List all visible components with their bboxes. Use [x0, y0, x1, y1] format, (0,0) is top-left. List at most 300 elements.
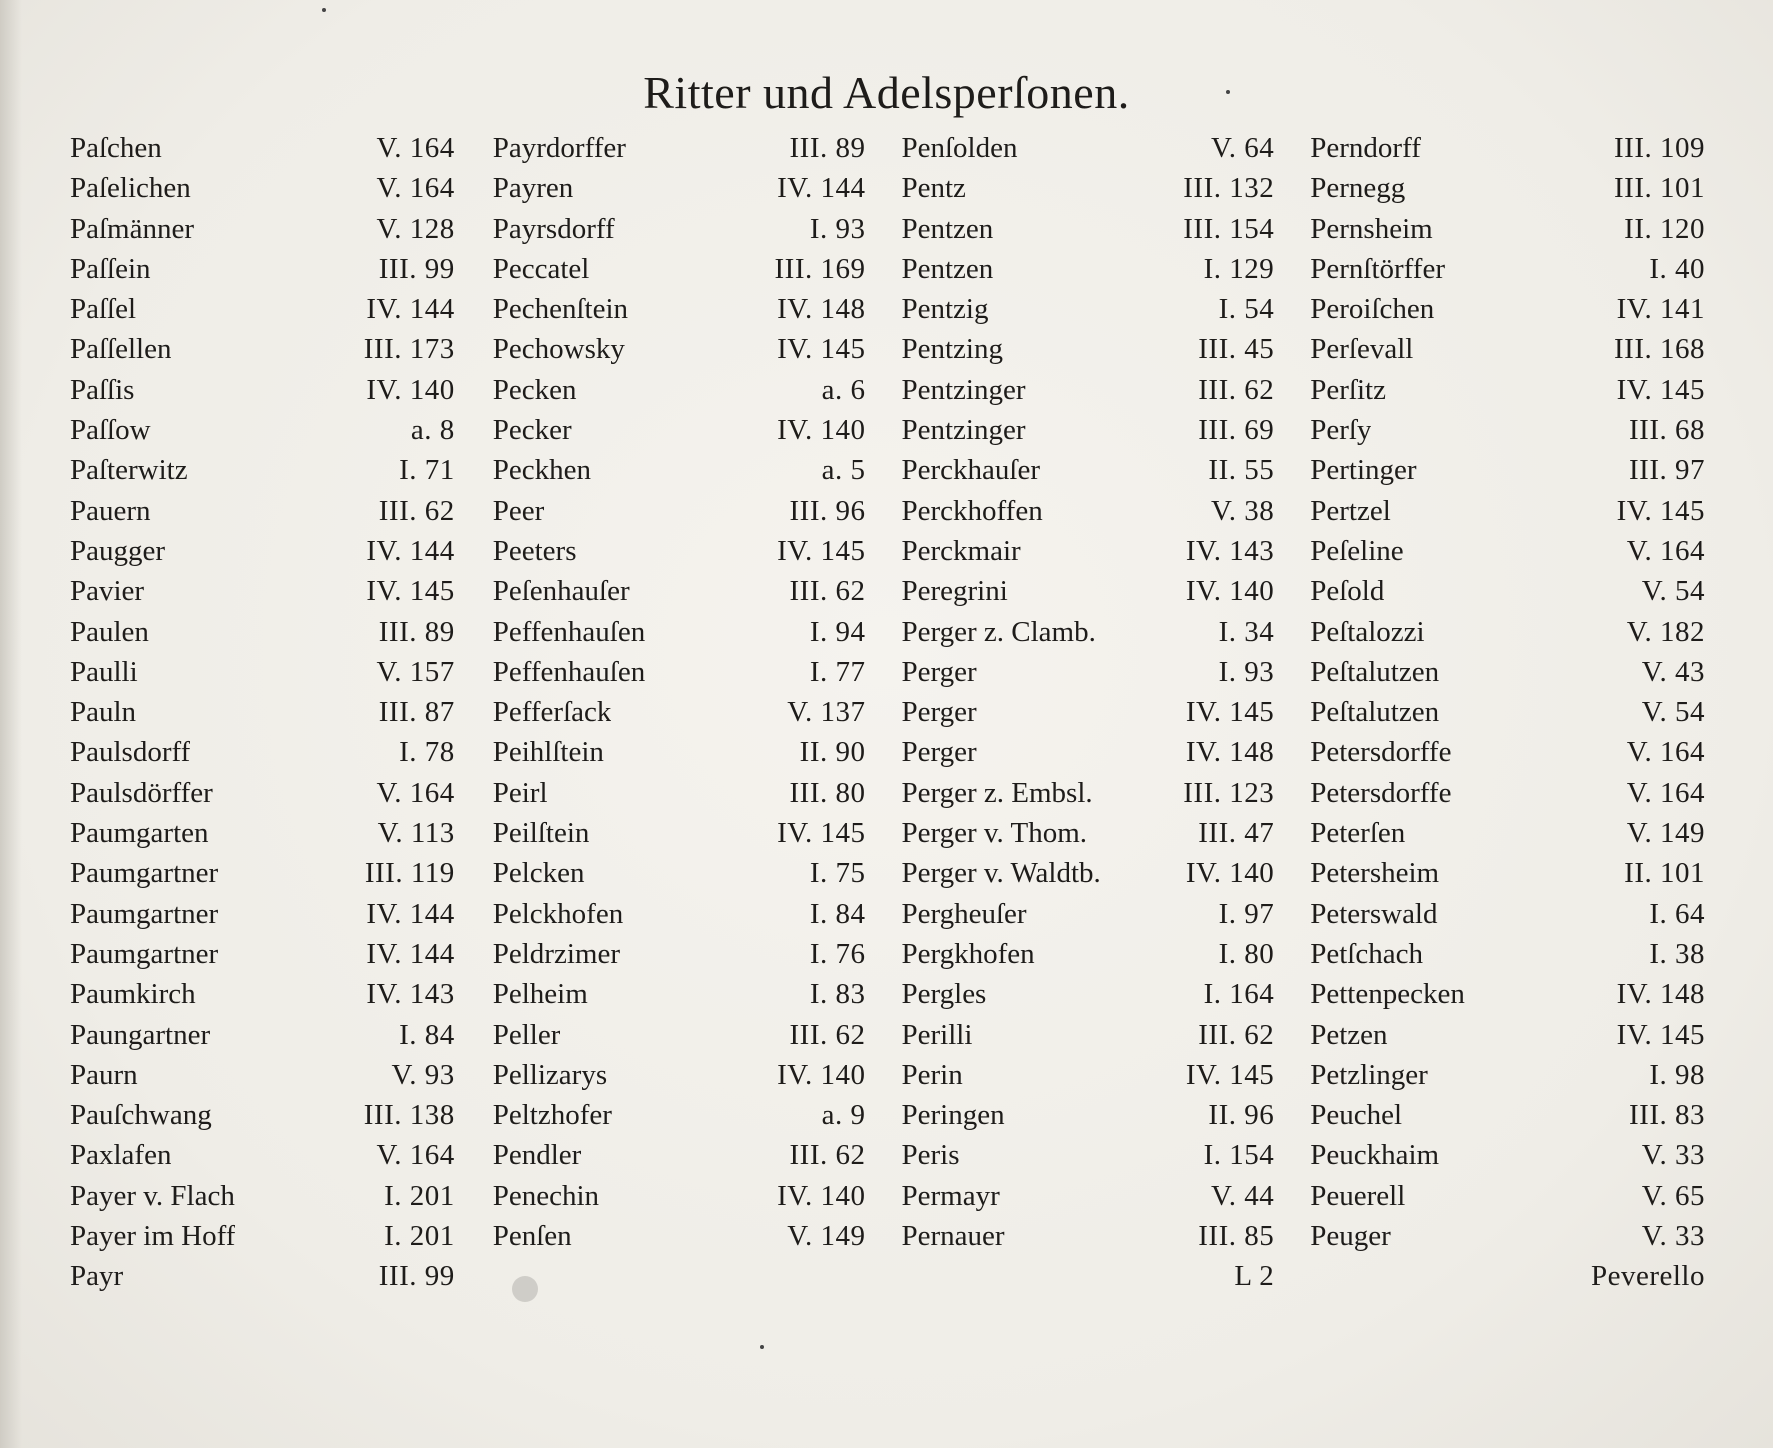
entry-name: Pernſtörffer — [1310, 252, 1445, 285]
index-entry — [493, 209, 866, 249]
index-entry — [70, 1055, 455, 1095]
entry-reference: I. 54 — [1218, 293, 1275, 326]
index-entry — [1310, 1256, 1705, 1296]
entry-name: Peringen — [901, 1099, 1005, 1132]
entry-reference: I. 97 — [1218, 897, 1275, 930]
index-entry — [1310, 209, 1705, 249]
entry-name: Pelheim — [492, 978, 588, 1011]
entry-name: Paxlafen — [70, 1139, 172, 1172]
index-entry — [1310, 894, 1705, 934]
index-entry — [902, 773, 1275, 813]
entry-reference: V. 44 — [1211, 1179, 1275, 1212]
index-entry — [902, 209, 1275, 249]
entry-name: Payrsdorff — [492, 212, 615, 245]
index-entry — [902, 732, 1275, 772]
entry-reference: IV. 144 — [366, 534, 455, 567]
index-entry — [70, 1015, 455, 1055]
index-entry — [902, 571, 1275, 611]
index-entry — [493, 531, 866, 571]
entry-reference: III. 99 — [378, 1260, 455, 1293]
entry-name: Perckhauſer — [901, 454, 1040, 487]
index-entry — [1310, 1176, 1705, 1216]
entry-reference: I. 98 — [1649, 1058, 1705, 1091]
entry-name: Peſold — [1310, 575, 1385, 608]
entry-reference: a. 5 — [821, 454, 866, 487]
index-entry — [70, 1135, 455, 1175]
index-entry — [902, 1135, 1275, 1175]
entry-name: Peffenhauſen — [492, 615, 646, 648]
index-entry — [902, 1176, 1275, 1216]
index-entry — [493, 853, 866, 893]
entry-reference: III. 47 — [1198, 817, 1275, 850]
entry-name: Paſſein — [70, 252, 151, 285]
entry-reference: V. 33 — [1641, 1139, 1705, 1172]
entry-reference: III. 45 — [1198, 333, 1275, 366]
entry-reference: III. 119 — [364, 857, 455, 890]
entry-reference: IV. 144 — [366, 897, 455, 930]
index-entry — [493, 773, 866, 813]
entry-reference: II. 96 — [1208, 1099, 1275, 1132]
entry-reference: IV. 143 — [366, 978, 455, 1011]
entry-name: Perilli — [901, 1018, 973, 1051]
entry-reference: III. 62 — [1198, 373, 1275, 406]
entry-reference: V. 164 — [1626, 776, 1705, 809]
index-entry — [493, 1216, 866, 1256]
entry-name: Pettenpecken — [1310, 978, 1465, 1011]
entry-name: Pelckhofen — [492, 897, 624, 930]
index-entry — [493, 1176, 866, 1216]
index-entry — [1310, 450, 1705, 490]
entry-reference: I. 84 — [809, 897, 866, 930]
entry-name: Perger z. Clamb. — [901, 615, 1096, 648]
entry-name: Pentzig — [901, 293, 989, 326]
index-entry — [493, 732, 866, 772]
entry-name: Peſtalozzi — [1310, 615, 1425, 648]
index-entry — [1310, 1015, 1705, 1055]
entry-reference: a. 9 — [821, 1099, 866, 1132]
entry-name: Peller — [492, 1018, 561, 1051]
entry-name: Permayr — [901, 1179, 1000, 1212]
entry-reference: IV. 145 — [777, 534, 866, 567]
ink-speck — [1226, 90, 1230, 94]
entry-name: Paungartner — [70, 1018, 211, 1051]
index-entry — [493, 289, 866, 329]
entry-name: Payrdorffer — [492, 132, 626, 164]
index-entry — [1310, 732, 1705, 772]
entry-name: Penſen — [492, 1220, 572, 1253]
entry-name: Peuckhaim — [1310, 1139, 1440, 1172]
entry-name: Peffenhauſen — [492, 655, 646, 688]
index-column — [70, 128, 479, 1297]
entry-name: Pecken — [492, 373, 577, 406]
entry-name: Pertzel — [1310, 494, 1391, 527]
entry-name: Peuger — [1310, 1220, 1391, 1253]
index-entry — [902, 853, 1275, 893]
ink-speck — [322, 8, 326, 12]
index-entry — [1310, 1055, 1705, 1095]
index-entry — [902, 410, 1275, 450]
entry-name: Pergheuſer — [901, 897, 1027, 930]
index-entry — [902, 249, 1275, 289]
entry-reference: IV. 140 — [777, 414, 866, 447]
entry-reference: I. 94 — [809, 615, 866, 648]
index-entry — [902, 813, 1275, 853]
entry-name: Perger v. Waldtb. — [901, 857, 1101, 890]
entry-name: Paugger — [70, 534, 166, 567]
entry-reference: IV. 143 — [1185, 534, 1275, 567]
entry-reference: III. 138 — [363, 1099, 455, 1132]
entry-name: Peckhen — [492, 454, 591, 487]
entry-reference: II. 101 — [1624, 857, 1705, 890]
index-entry — [70, 209, 455, 249]
entry-name: Perſy — [1310, 414, 1372, 447]
entry-reference: Peverello — [1590, 1260, 1705, 1293]
index-entry — [493, 1015, 866, 1055]
index-entry — [902, 168, 1275, 208]
entry-name: Paulsdorff — [70, 736, 191, 769]
entry-reference: III. 62 — [378, 494, 455, 527]
entry-reference: IV. 145 — [777, 333, 866, 366]
entry-reference: I. 201 — [384, 1220, 455, 1253]
entry-name: Pauſchwang — [70, 1099, 212, 1132]
entry-name: Paſmänner — [70, 212, 195, 245]
entry-name: Pentzinger — [901, 414, 1026, 447]
entry-reference: IV. 145 — [366, 575, 455, 608]
entry-reference: I. 40 — [1649, 252, 1705, 285]
index-entry — [902, 974, 1275, 1014]
entry-reference: III. 96 — [789, 494, 866, 527]
entry-reference: V. 164 — [376, 172, 455, 205]
entry-reference: I. 164 — [1203, 978, 1275, 1011]
index-entry — [1310, 168, 1705, 208]
entry-name: Pertinger — [1310, 454, 1417, 487]
entry-name: Paumgartner — [70, 857, 219, 890]
entry-reference: IV. 140 — [777, 1058, 866, 1091]
entry-reference: a. 6 — [821, 373, 866, 406]
entry-reference: III. 68 — [1629, 414, 1705, 447]
entry-reference: IV. 145 — [1185, 1058, 1275, 1091]
entry-reference: III. 99 — [378, 252, 455, 285]
index-entry — [902, 934, 1275, 974]
index-entry — [493, 128, 866, 168]
entry-reference: I. 64 — [1649, 897, 1705, 930]
index-entry — [902, 1055, 1275, 1095]
entry-name: Pentzing — [901, 333, 1003, 366]
index-entry — [902, 289, 1275, 329]
entry-reference: III. 169 — [774, 252, 866, 285]
entry-reference: I. 77 — [809, 655, 866, 688]
entry-reference: III. 132 — [1183, 172, 1275, 205]
entry-reference: V. 164 — [1626, 736, 1705, 769]
entry-name: Pefferſack — [492, 696, 612, 729]
index-entry — [70, 1095, 455, 1135]
entry-reference: I. 80 — [1218, 937, 1275, 970]
entry-reference: V. 54 — [1641, 696, 1705, 729]
entry-name: Pernegg — [1310, 172, 1406, 205]
entry-reference: III. 62 — [789, 575, 866, 608]
entry-reference: I. 76 — [809, 937, 866, 970]
entry-reference: III. 123 — [1183, 776, 1275, 809]
index-entry — [70, 410, 455, 450]
entry-reference: I. 93 — [809, 212, 866, 245]
entry-name: Perger — [901, 655, 977, 688]
binding-shadow — [0, 0, 22, 1448]
index-entry — [493, 571, 866, 611]
index-entry — [1310, 531, 1705, 571]
entry-name: Peterſen — [1310, 817, 1406, 850]
entry-name: Peuchel — [1310, 1099, 1403, 1132]
entry-name: Payer v. Flach — [70, 1179, 235, 1212]
entry-name: Perckhoffen — [901, 494, 1043, 527]
index-entry — [1310, 289, 1705, 329]
entry-name: Paſſellen — [70, 333, 172, 366]
entry-name: Peſtalutzen — [1310, 696, 1440, 729]
entry-reference: V. 164 — [1626, 534, 1705, 567]
entry-name: Pernsheim — [1310, 212, 1433, 245]
entry-reference: III. 62 — [1198, 1018, 1275, 1051]
index-entry — [70, 370, 455, 410]
entry-name: Pecker — [492, 414, 572, 447]
entry-reference: IV. 144 — [366, 293, 455, 326]
index-entry — [902, 128, 1275, 168]
index-entry — [493, 934, 866, 974]
index-entry — [493, 370, 866, 410]
entry-name: Paurn — [70, 1058, 138, 1091]
entry-reference: III. 168 — [1614, 333, 1705, 366]
entry-name: Perger — [901, 696, 977, 729]
index-entry — [902, 1216, 1275, 1256]
index-entry — [70, 894, 455, 934]
entry-reference: V. 149 — [1626, 817, 1705, 850]
entry-reference: V. 65 — [1641, 1179, 1705, 1212]
entry-reference: III. 83 — [1629, 1099, 1705, 1132]
index-entry — [902, 491, 1275, 531]
index-entry — [70, 1216, 455, 1256]
index-entry — [1310, 329, 1705, 369]
entry-reference: IV. 140 — [777, 1179, 866, 1212]
entry-reference: V. 164 — [376, 1139, 455, 1172]
entry-reference: V. 164 — [376, 776, 455, 809]
entry-reference: I. 84 — [399, 1018, 455, 1051]
entry-reference: III. 62 — [789, 1018, 866, 1051]
entry-name: Paſchen — [70, 132, 162, 164]
entry-name: Perger z. Embsl. — [901, 776, 1093, 809]
entry-name: Petſchach — [1310, 937, 1423, 970]
entry-name: Peſeline — [1310, 534, 1404, 567]
entry-reference: III. 85 — [1198, 1220, 1275, 1253]
entry-name: Paſſow — [70, 414, 151, 447]
entry-reference: I. 38 — [1649, 937, 1705, 970]
entry-name: Pauern — [70, 494, 151, 527]
index-entry — [70, 692, 455, 732]
index-entry — [70, 168, 455, 208]
entry-name: Petzlinger — [1310, 1058, 1428, 1091]
index-entry — [70, 652, 455, 692]
entry-name: Pavier — [70, 575, 145, 608]
entry-name: Paumkirch — [70, 978, 196, 1011]
entry-name: Peterswald — [1310, 897, 1438, 930]
entry-name: Paſſel — [70, 293, 137, 326]
page-title: Ritter und Adelsperſonen. — [643, 67, 1130, 118]
entry-reference: III. 80 — [789, 776, 866, 809]
entry-name: Pechowsky — [492, 333, 625, 366]
entry-name: Penſolden — [901, 132, 1018, 164]
index-entry — [1310, 370, 1705, 410]
entry-reference: L 2 — [1234, 1260, 1275, 1293]
entry-name: Perſitz — [1310, 373, 1386, 406]
entry-reference: V. 164 — [376, 132, 455, 164]
entry-reference: IV. 148 — [1185, 736, 1275, 769]
entry-name: Pentzinger — [901, 373, 1026, 406]
entry-reference: II. 120 — [1624, 212, 1705, 245]
entry-name: Pernauer — [901, 1220, 1005, 1253]
entry-reference: IV. 144 — [366, 937, 455, 970]
entry-name: Peldrzimer — [492, 937, 620, 970]
entry-reference: III. 89 — [378, 615, 455, 648]
entry-name: Petersheim — [1310, 857, 1440, 890]
index-entry — [1310, 934, 1705, 974]
index-entry — [493, 168, 866, 208]
entry-reference: IV. 145 — [777, 817, 866, 850]
ink-speck — [760, 1345, 764, 1349]
index-entry — [1310, 128, 1705, 168]
entry-reference: I. 75 — [809, 857, 866, 890]
index-entry — [493, 612, 866, 652]
entry-reference: IV. 145 — [1185, 696, 1275, 729]
entry-reference: III. 62 — [789, 1139, 866, 1172]
index-entry — [70, 329, 455, 369]
entry-name: Peilſtein — [492, 817, 590, 850]
entry-name: Peccatel — [492, 252, 590, 285]
entry-name: Pentz — [901, 172, 966, 205]
entry-reference: V. 54 — [1641, 575, 1705, 608]
index-entry — [493, 974, 866, 1014]
index-entry — [1310, 813, 1705, 853]
entry-name: Paumgartner — [70, 937, 219, 970]
index-entry — [902, 612, 1275, 652]
entry-reference: IV. 145 — [1616, 1018, 1705, 1051]
entry-name: Paulen — [70, 615, 149, 648]
index-entry — [70, 813, 455, 853]
entry-name: Paumgarten — [70, 817, 209, 850]
index-entry — [70, 289, 455, 329]
entry-reference: III. 154 — [1183, 212, 1275, 245]
entry-reference: I. 83 — [809, 978, 866, 1011]
entry-name: Perger v. Thom. — [901, 817, 1088, 850]
index-entry — [902, 450, 1275, 490]
entry-name: Perger — [901, 736, 977, 769]
entry-reference: IV. 140 — [1185, 857, 1275, 890]
entry-name: Petzen — [1310, 1018, 1388, 1051]
entry-name: Payr — [70, 1260, 124, 1293]
index-column — [888, 128, 1297, 1297]
entry-reference: III. 101 — [1614, 172, 1705, 205]
index-entry — [70, 571, 455, 611]
entry-reference: V. 157 — [376, 655, 455, 688]
index-entry — [1310, 652, 1705, 692]
entry-reference: V. 43 — [1641, 655, 1705, 688]
index-entry — [1310, 773, 1705, 813]
entry-name: Peirl — [492, 776, 548, 809]
entry-name: Peſenhauſer — [492, 575, 630, 608]
entry-reference: III. 97 — [1629, 454, 1705, 487]
entry-name: Peroiſchen — [1310, 293, 1435, 326]
entry-reference: I. 71 — [399, 454, 455, 487]
entry-reference: IV. 145 — [1616, 373, 1705, 406]
entry-reference: IV. 144 — [777, 172, 866, 205]
entry-reference: V. 137 — [787, 696, 866, 729]
index-entry — [493, 491, 866, 531]
entry-name: Pentzen — [901, 252, 994, 285]
index-entry — [902, 370, 1275, 410]
entry-reference: V. 38 — [1211, 494, 1275, 527]
index-entry — [70, 934, 455, 974]
entry-reference: II. 55 — [1208, 454, 1275, 487]
entry-name: Paſelichen — [70, 172, 191, 205]
entry-reference: V. 149 — [787, 1220, 866, 1253]
index-entry — [902, 652, 1275, 692]
entry-reference: IV. 140 — [1185, 575, 1275, 608]
entry-name: Peihlſtein — [492, 736, 604, 769]
index-entry — [493, 1055, 866, 1095]
index-entry — [493, 1135, 866, 1175]
entry-reference: V. 113 — [377, 817, 455, 850]
entry-name: Perſevall — [1310, 333, 1414, 366]
entry-reference: II. 90 — [799, 736, 866, 769]
index-entry — [493, 894, 866, 934]
entry-reference: V. 128 — [376, 212, 455, 245]
entry-name: Paumgartner — [70, 897, 219, 930]
index-entry — [493, 450, 866, 490]
entry-name: Peeters — [492, 534, 577, 567]
index-entry — [70, 612, 455, 652]
index-entry — [70, 128, 455, 168]
index-entry — [70, 974, 455, 1014]
entry-reference: I. 129 — [1203, 252, 1275, 285]
entry-reference: V. 93 — [391, 1058, 455, 1091]
index-entry — [1310, 491, 1705, 531]
index-entry — [70, 732, 455, 772]
index-entry — [493, 410, 866, 450]
entry-name: Pauln — [70, 696, 137, 729]
index-entry — [902, 1256, 1275, 1296]
entry-reference: IV. 148 — [777, 293, 866, 326]
index-entry — [902, 1015, 1275, 1055]
index-entry — [1310, 853, 1705, 893]
entry-name: Perckmair — [901, 534, 1021, 567]
entry-name: Petersdorffe — [1310, 776, 1452, 809]
entry-name: Paſſis — [70, 373, 135, 406]
entry-reference: a. 8 — [410, 414, 455, 447]
index-entry — [70, 1176, 455, 1216]
index-entry — [70, 249, 455, 289]
entry-name: Pelcken — [492, 857, 585, 890]
entry-reference: IV. 145 — [1616, 494, 1705, 527]
entry-name: Peltzhofer — [492, 1099, 612, 1132]
index-entry — [70, 450, 455, 490]
index-entry — [902, 894, 1275, 934]
index-entry — [493, 1095, 866, 1135]
entry-name: Payer im Hoff — [70, 1220, 236, 1253]
entry-reference: I. 154 — [1203, 1139, 1275, 1172]
entry-name: Pergkhofen — [901, 937, 1035, 970]
index-entry — [493, 329, 866, 369]
index-entry — [1310, 692, 1705, 732]
index-entry — [1310, 612, 1705, 652]
index-entry — [1310, 1216, 1705, 1256]
index-entry — [493, 692, 866, 732]
entry-name: Paulsdörffer — [70, 776, 213, 809]
